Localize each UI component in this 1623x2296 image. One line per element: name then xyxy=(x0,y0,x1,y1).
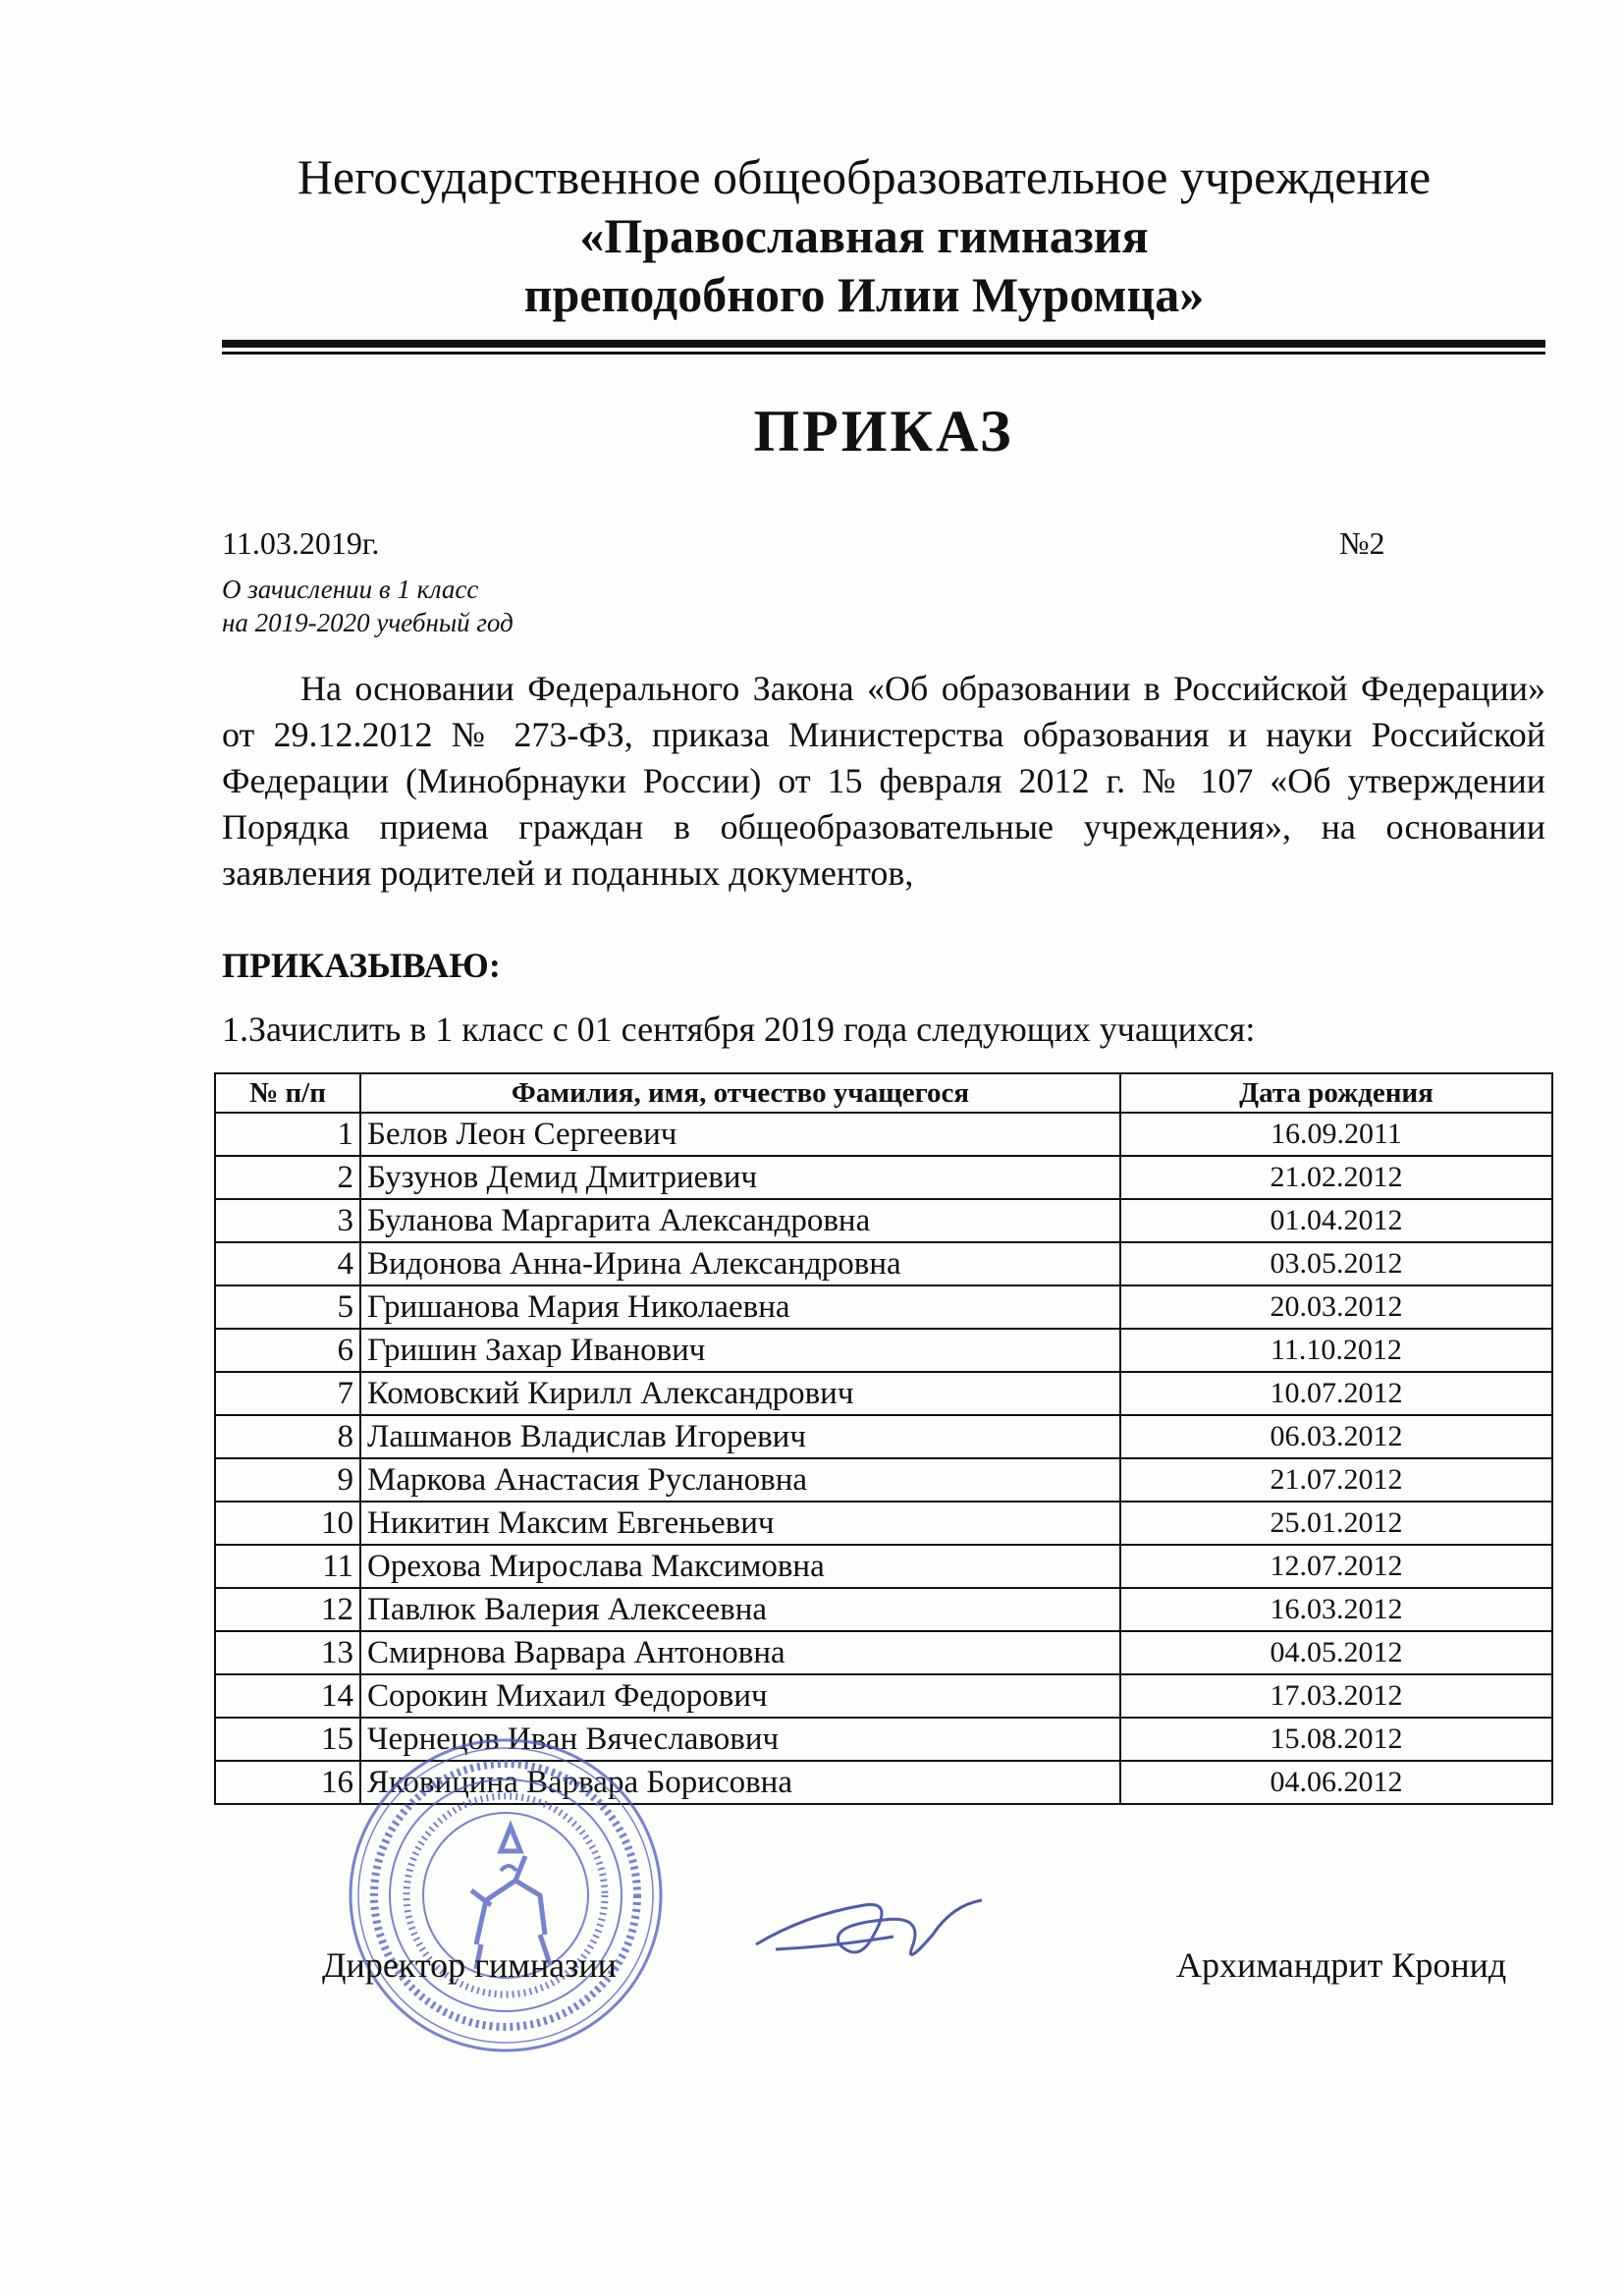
table-row xyxy=(215,1242,1552,1285)
birth-date: 21.07.2012 xyxy=(1120,1458,1552,1502)
student-name: Гришин Захар Иванович xyxy=(360,1329,1120,1372)
document-title: ПРИКАЗ xyxy=(753,399,1014,464)
order-date: 11.03.2019г. xyxy=(222,525,380,561)
table-row xyxy=(215,1415,1552,1458)
table-header-row xyxy=(215,1073,1552,1113)
seal-stamp-icon xyxy=(344,1733,668,2057)
order-preamble: На основании Федерального Закона «Об образовании в Российской Федерации» от 29.12.2012 № 273-ФЗ, приказа Министерства образования и науки Российской Федерации (Минобрнауки России) от 15 февраля 2012 г. № 107 «Об утверждении Порядка приема граждан в общеобразовательные учреждения», на основании заявления родителей и поданных документов, xyxy=(222,669,1545,893)
organization-name-line1: «Православная гимназия xyxy=(579,208,1149,263)
row-number: 6 xyxy=(215,1329,360,1372)
row-number: 5 xyxy=(215,1285,360,1329)
birth-date: 16.09.2011 xyxy=(1120,1113,1552,1156)
signature-icon xyxy=(746,1876,992,1984)
birth-date: 25.01.2012 xyxy=(1120,1502,1552,1545)
row-number: 13 xyxy=(215,1631,360,1674)
student-name: Комовский Кирилл Александрович xyxy=(360,1372,1120,1415)
order-directive: ПРИКАЗЫВАЮ: xyxy=(222,946,501,985)
organization-name-line2: преподобного Илии Муромца» xyxy=(523,267,1205,322)
birth-date: 15.08.2012 xyxy=(1120,1718,1552,1761)
row-number: 11 xyxy=(215,1545,360,1588)
subject-line2: на 2019-2020 учебный год xyxy=(222,608,514,637)
student-name: Гришанова Мария Николаевна xyxy=(360,1285,1120,1329)
order-item-1: 1.Зачислить в 1 класс с 01 сентября 2019 года следующих учащихся: xyxy=(222,1010,1256,1049)
student-name: Лашманов Владислав Игоревич xyxy=(360,1415,1120,1458)
student-name: Смирнова Варвара Антоновна xyxy=(360,1631,1120,1674)
birth-date: 01.04.2012 xyxy=(1120,1199,1552,1242)
table-row xyxy=(215,1458,1552,1502)
document-header xyxy=(226,147,1502,324)
table-row xyxy=(215,1156,1552,1199)
birth-date: 04.06.2012 xyxy=(1120,1761,1552,1804)
row-number: 10 xyxy=(215,1502,360,1545)
table-row xyxy=(215,1545,1552,1588)
table-row xyxy=(215,1285,1552,1329)
table-row xyxy=(215,1372,1552,1415)
row-number: 2 xyxy=(215,1156,360,1199)
row-number: 12 xyxy=(215,1588,360,1631)
column-header-number: № п/п xyxy=(215,1073,360,1113)
student-name: Чернецов Иван Вячеславович xyxy=(360,1718,1120,1761)
birth-date: 10.07.2012 xyxy=(1120,1372,1552,1415)
column-header-name: Фамилия, имя, отчество учащегося xyxy=(360,1073,1120,1113)
birth-date: 11.10.2012 xyxy=(1120,1329,1552,1372)
header-divider-thin xyxy=(222,352,1545,355)
student-name: Бузунов Демид Дмитриевич xyxy=(360,1156,1120,1199)
students-table-body xyxy=(215,1113,1552,1804)
birth-date: 04.05.2012 xyxy=(1120,1631,1552,1674)
student-name: Никитин Максим Евгеньевич xyxy=(360,1502,1120,1545)
row-number: 3 xyxy=(215,1199,360,1242)
student-name: Яковицина Варвара Борисовна xyxy=(360,1761,1120,1804)
row-number: 16 xyxy=(215,1761,360,1804)
row-number: 7 xyxy=(215,1372,360,1415)
table-row xyxy=(215,1588,1552,1631)
student-name: Павлюк Валерия Алексеевна xyxy=(360,1588,1120,1631)
student-name: Сорокин Михаил Федорович xyxy=(360,1674,1120,1718)
table-row xyxy=(215,1502,1552,1545)
signatory-name: Архимандрит Кронид xyxy=(1176,1945,1507,1985)
birth-date: 21.02.2012 xyxy=(1120,1156,1552,1199)
order-subject xyxy=(222,573,514,639)
signatory-position: Директор гимназии xyxy=(322,1945,617,1985)
row-number: 9 xyxy=(215,1458,360,1502)
table-row xyxy=(215,1199,1552,1242)
students-table xyxy=(214,1072,1553,1805)
student-name: Орехова Мирослава Максимовна xyxy=(360,1545,1120,1588)
student-name: Маркова Анастасия Руслановна xyxy=(360,1458,1120,1502)
birth-date: 06.03.2012 xyxy=(1120,1415,1552,1458)
column-header-birthdate: Дата рождения xyxy=(1120,1073,1552,1113)
birth-date: 17.03.2012 xyxy=(1120,1674,1552,1718)
table-row xyxy=(215,1674,1552,1718)
row-number: 15 xyxy=(215,1718,360,1761)
organization-type: Негосударственное общеобразовательное учреждение xyxy=(297,149,1432,204)
birth-date: 12.07.2012 xyxy=(1120,1545,1552,1588)
student-name: Белов Леон Сергеевич xyxy=(360,1113,1120,1156)
table-row xyxy=(215,1329,1552,1372)
header-divider-thick xyxy=(222,340,1545,348)
row-number: 1 xyxy=(215,1113,360,1156)
order-number: №2 xyxy=(1339,525,1385,561)
birth-date: 03.05.2012 xyxy=(1120,1242,1552,1285)
row-number: 14 xyxy=(215,1674,360,1718)
student-name: Видонова Анна-Ирина Александровна xyxy=(360,1242,1120,1285)
table-row xyxy=(215,1113,1552,1156)
birth-date: 20.03.2012 xyxy=(1120,1285,1552,1329)
row-number: 8 xyxy=(215,1415,360,1458)
student-name: Буланова Маргарита Александровна xyxy=(360,1199,1120,1242)
row-number: 4 xyxy=(215,1242,360,1285)
table-row xyxy=(215,1631,1552,1674)
subject-line1: О зачислении в 1 класс xyxy=(222,574,479,604)
birth-date: 16.03.2012 xyxy=(1120,1588,1552,1631)
